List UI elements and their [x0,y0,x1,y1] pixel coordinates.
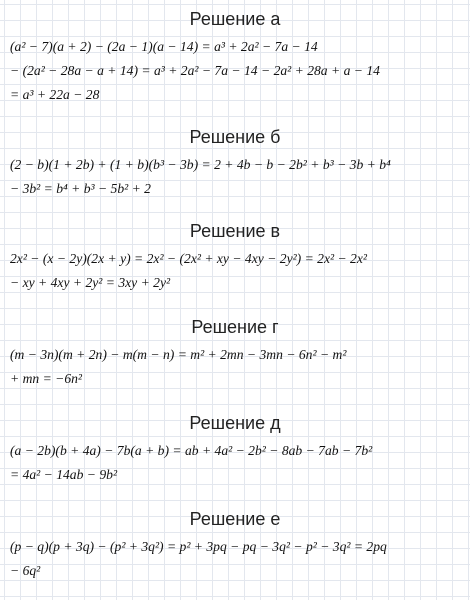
solution-line: (a − 2b)(b + 4a) − 7b(a + b) = ab + 4a² − 2b² − 8ab − 7ab − 7b² [10,443,373,458]
solution-line: (p − q)(p + 3q) − (p² + 3q²) = p² + 3pq − pq − 3q² − p² − 3q² = 2pq [10,539,387,554]
solution-line: (2 − b)(1 + 2b) + (1 + b)(b³ − 3b) = 2 + 4b − b − 2b² + b³ − 3b + b⁴ [10,157,391,172]
solution-line: = 4a² − 14ab − 9b² [10,467,118,482]
solution-heading: Решение б [189,127,281,147]
solution-heading: Решение а [189,9,281,29]
solution-line: (m − 3n)(m + 2n) − m(m − n) = m² + 2mn − 3mn − 6n² − m² [10,347,347,362]
solution-heading: Решение г [191,317,279,337]
solution-heading: Решение в [189,221,281,241]
solution-line: + mn = −6n² [10,371,82,386]
solution-line: − xy + 4xy + 2y² = 3xy + 2y² [10,275,171,290]
solution-line: (a² − 7)(a + 2) − (2a − 1)(a − 14) = a³ + 2a² − 7a − 14 [10,39,318,54]
solution-line: − (2a² − 28a − a + 14) = a³ + 2a² − 7a − 14 − 2a² + 28a + a − 14 [10,63,380,78]
solution-heading: Решение е [189,509,281,529]
solution-line: = a³ + 22a − 28 [10,87,100,102]
solution-line: 2x² − (x − 2y)(2x + y) = 2x² − (2x² + xy − 4xy − 2y²) = 2x² − 2x² [10,251,367,266]
solution-heading: Решение д [189,413,281,433]
solution-line: − 3b² = b⁴ + b³ − 5b² + 2 [10,181,151,196]
solution-line: − 6q² [10,563,41,578]
